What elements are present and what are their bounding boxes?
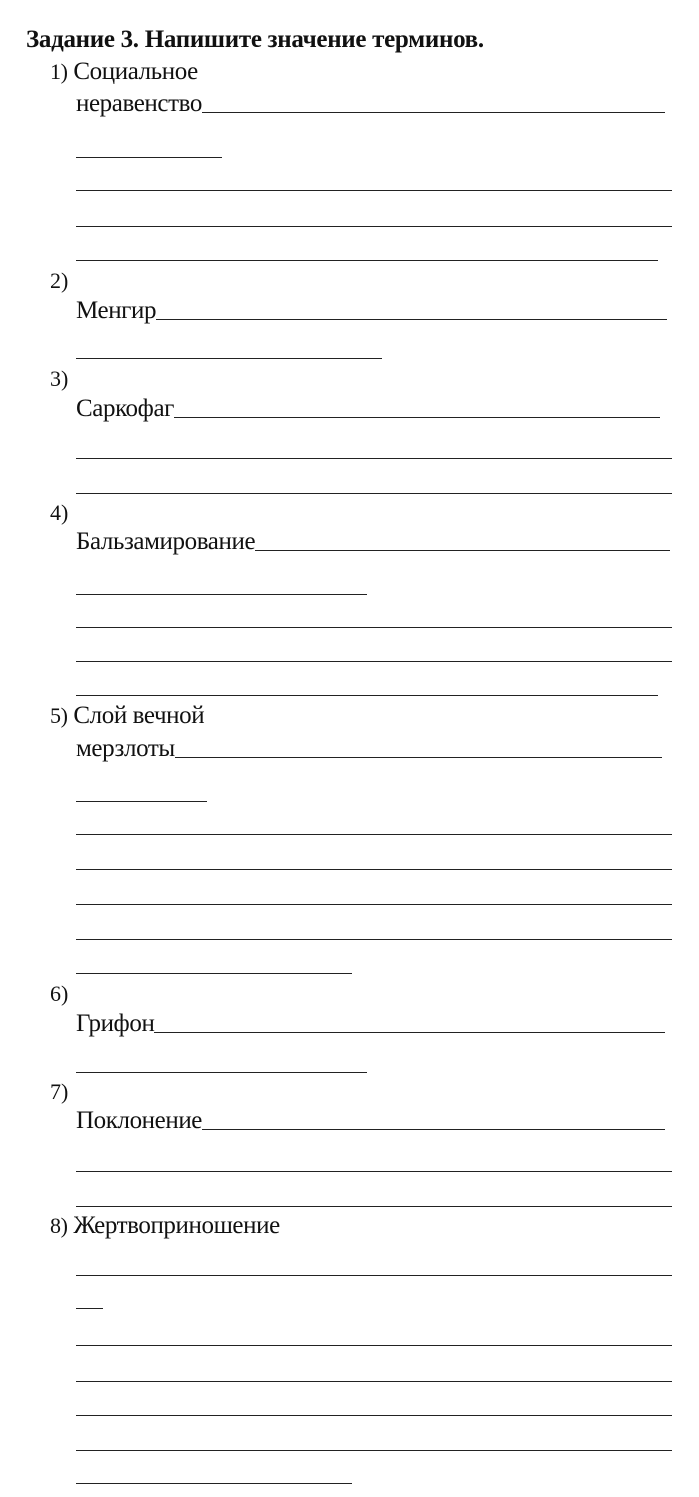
answer-line[interactable] (76, 973, 352, 974)
answer-line[interactable] (76, 1206, 672, 1207)
answer-line[interactable] (255, 550, 670, 551)
answer-line[interactable] (76, 801, 207, 802)
answer-line[interactable] (76, 869, 672, 870)
answer-line[interactable] (76, 1450, 672, 1451)
term-label: неравенство (76, 90, 202, 117)
answer-line[interactable] (76, 695, 658, 696)
answer-line[interactable] (76, 260, 658, 261)
term-with-answer-line (76, 1010, 665, 1038)
answer-line[interactable] (76, 594, 367, 595)
term-label: Слой вечной (73, 702, 205, 729)
answer-line[interactable] (174, 417, 660, 418)
term-with-answer-line (76, 1107, 665, 1135)
answer-line[interactable] (76, 1415, 672, 1416)
item-number: 5) (50, 703, 68, 728)
term-label: Поклонение (76, 1107, 203, 1134)
answer-line[interactable] (76, 1275, 672, 1276)
term-label: Грифон (76, 1010, 155, 1037)
answer-line[interactable] (156, 319, 667, 320)
answer-line[interactable] (76, 458, 672, 459)
item-number: 3) (50, 366, 69, 391)
term-label: Бальзамирование (76, 528, 256, 555)
item-heading (50, 702, 204, 730)
item-number: 8) (50, 1213, 68, 1238)
answer-line[interactable] (76, 627, 672, 628)
answer-line[interactable] (76, 1308, 103, 1309)
answer-line[interactable] (76, 1171, 672, 1172)
answer-line[interactable] (76, 1345, 672, 1346)
answer-line[interactable] (76, 358, 382, 359)
answer-line[interactable] (76, 1072, 367, 1073)
answer-line[interactable] (76, 834, 672, 835)
answer-line[interactable] (76, 226, 672, 227)
answer-line[interactable] (76, 1483, 352, 1484)
term-label: мерзлоты (76, 735, 175, 762)
answer-line[interactable] (154, 1032, 665, 1033)
answer-line[interactable] (76, 157, 222, 158)
item-number: 4) (50, 500, 69, 525)
answer-line[interactable] (202, 1129, 665, 1130)
term-label: Жертвоприношение (73, 1212, 280, 1239)
answer-line[interactable] (202, 112, 665, 113)
answer-line[interactable] (76, 904, 672, 905)
item-number: 1) (50, 59, 68, 84)
term-with-answer-line (76, 528, 670, 556)
term-with-answer-line (76, 735, 662, 763)
term-with-answer-line (76, 395, 660, 423)
answer-line[interactable] (76, 493, 672, 494)
term-with-answer-line (76, 90, 665, 118)
answer-line[interactable] (76, 190, 672, 191)
term-label: Социальное (73, 58, 198, 85)
item-number: 6) (50, 981, 69, 1006)
answer-line[interactable] (76, 661, 672, 662)
item-number: 2) (50, 268, 69, 293)
term-label: Саркофаг (76, 395, 174, 422)
term-label: Менгир (76, 297, 157, 324)
answer-line[interactable] (76, 1381, 672, 1382)
item-heading (50, 1212, 280, 1240)
answer-line[interactable] (175, 757, 662, 758)
item-number: 7) (50, 1079, 69, 1104)
task-title: Задание 3. Напишите значение терминов. (26, 26, 484, 53)
item-heading (50, 58, 198, 86)
term-with-answer-line (76, 297, 667, 325)
answer-line[interactable] (76, 939, 672, 940)
